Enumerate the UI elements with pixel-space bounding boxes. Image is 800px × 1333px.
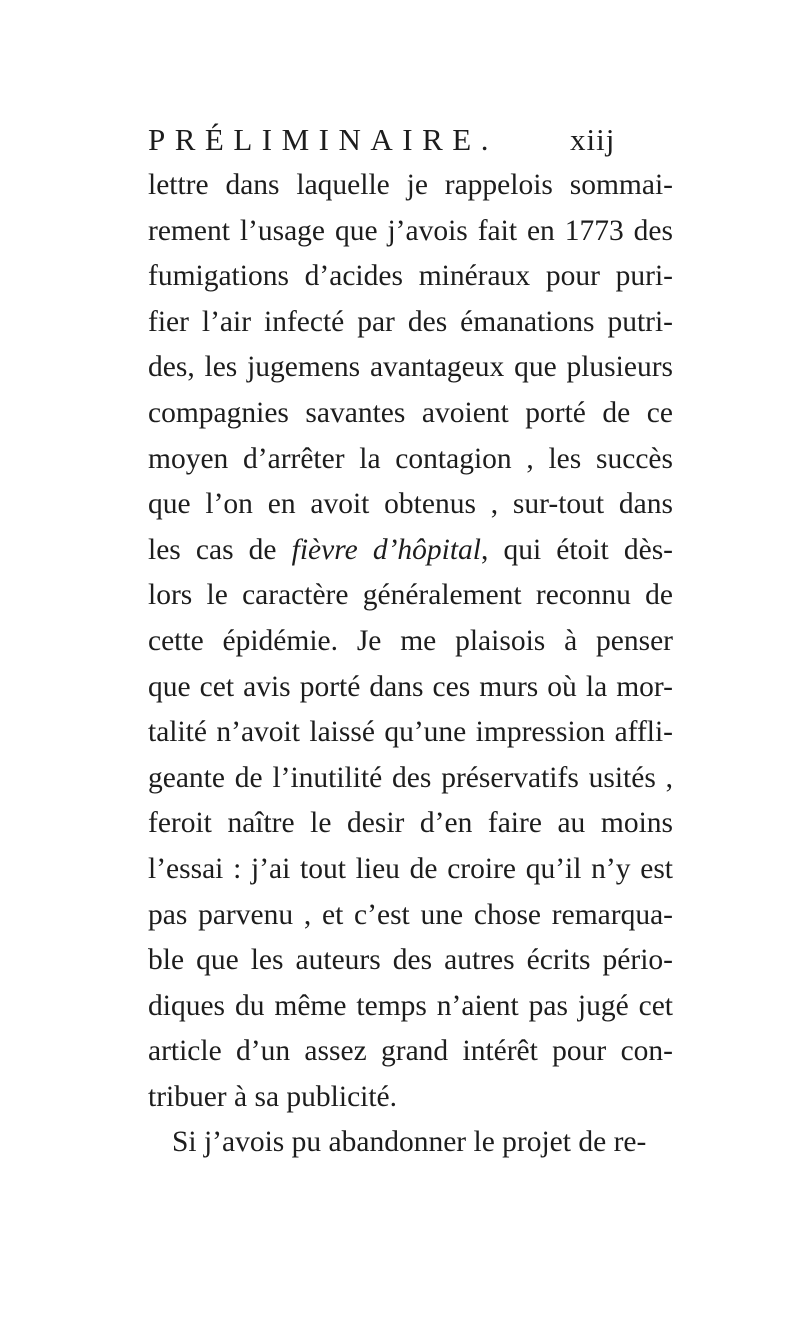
text-line: talité n’avoit laissé qu’une impression affli- bbox=[148, 716, 673, 749]
text-line: fumigations d’acides minéraux pour puri- bbox=[148, 260, 673, 293]
text-line: feroit naître le desir d’en faire au moins bbox=[148, 807, 673, 840]
text-line-paragraph-start: Si j’avois pu abandonner le projet de re- bbox=[172, 1126, 647, 1159]
text-line: des, les jugemens avantageux que plusieurs bbox=[148, 351, 673, 384]
body-paragraph bbox=[148, 163, 673, 1166]
running-header bbox=[148, 118, 668, 162]
italic-phrase: fièvre d’hôpital bbox=[291, 533, 481, 566]
text-line: compagnies savantes avoient porté de ce bbox=[148, 396, 673, 429]
running-title: PRÉLIMINAIRE. bbox=[148, 122, 498, 157]
text-line: que l’on en avoit obtenus , sur-tout dans bbox=[148, 488, 673, 521]
text-line: fier l’air infecté par des émanations putri- bbox=[148, 305, 673, 338]
text-line: geante de l’inutilité des préservatifs usités , bbox=[148, 761, 673, 794]
text-line: que cet avis porté dans ces murs où la mor- bbox=[148, 670, 673, 703]
text-line: pas parvenu , et c’est une chose remarqua- bbox=[148, 898, 673, 931]
page-number: xiij bbox=[570, 122, 616, 157]
text-line: cette épidémie. Je me plaisois à penser bbox=[148, 624, 673, 657]
text-line: article d’un assez grand intérêt pour con- bbox=[148, 1035, 673, 1068]
text-line-with-italic bbox=[148, 528, 673, 574]
text-segment: , qui étoit dès- bbox=[481, 533, 673, 566]
text-line: moyen d’arrêter la contagion , les succès bbox=[148, 442, 673, 475]
text-line: l’essai : j’ai tout lieu de croire qu’il n’y est bbox=[148, 852, 673, 885]
text-line-last: tribuer à sa publicité. bbox=[148, 1080, 398, 1113]
text-line: lettre dans laquelle je rappelois sommai- bbox=[148, 169, 673, 201]
text-line: ble que les auteurs des autres écrits pério- bbox=[148, 944, 673, 977]
text-line: rement l’usage que j’avois fait en 1773 des bbox=[148, 214, 673, 247]
text-line: lors le caractère généralement reconnu de bbox=[148, 579, 673, 612]
text-segment: les cas de bbox=[148, 533, 277, 566]
text-line: diques du même temps n’aient pas jugé cet bbox=[148, 989, 673, 1022]
